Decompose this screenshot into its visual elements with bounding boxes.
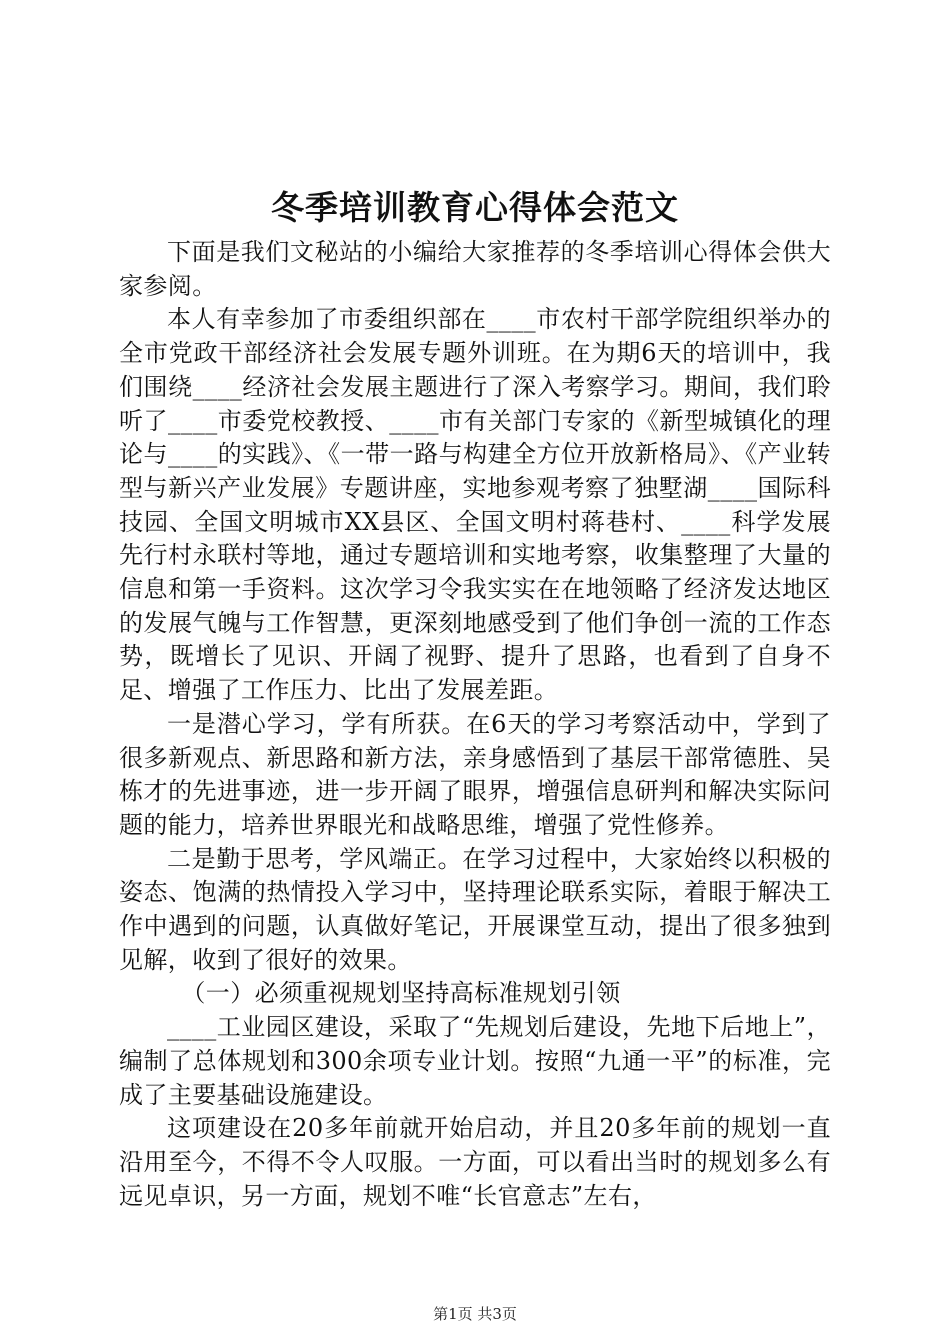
paragraph-planning-foresight: 这项建设在20多年前就开始启动，并且20多年前的规划一直沿用至今，不得不令人叹服。一方面，可以看出当时的规划多么有远见卓识，另一方面，规划不唯“长官意志”左右， bbox=[119, 1114, 831, 1210]
paragraph-training-overview: 本人有幸参加了市委组织部在____市农村干部学院组织举办的全市党政干部经济社会发展专题外训班。在为期6天的培训中，我们围绕____经济社会发展主题进行了深入考察学习。期间，我们聆听了____市委党校教授、____市有关部门专家的《新型城镇化的理论与____的实践》、《一带一路与构建全方位开放新格局》、《产业转型与新兴产业发展》专题讲座，实地参观考察了独墅湖____国际科技园、全国文明城市XX县区、全国文明村蒋巷村、____科学发展先行村永联村等地，通过专题培训和实地考察，收集整理了大量的信息和第一手资料。这次学习令我实实在在地领略了经济发达地区的发展气魄与工作智慧，更深刻地感受到了他们争创一流的工作态势，既增长了见识、开阔了视野、提升了思路，也看到了自身不足、增强了工作压力、比出了发展差距。 bbox=[119, 305, 831, 705]
paragraph-industrial-park: ____工业园区建设，采取了“先规划后建设，先地下后地上”，编制了总体规划和300余项专业计划。按照“九通一平”的标准，完成了主要基础设施建设。 bbox=[119, 1013, 831, 1109]
document-title: 冬季培训教育心得体会范文 bbox=[271, 188, 679, 227]
document-body bbox=[119, 236, 831, 1213]
section-heading-planning: （一）必须重视规划坚持高标准规划引领 bbox=[181, 979, 621, 1008]
paragraph-point-two: 二是勤于思考，学风端正。在学习过程中，大家始终以积极的姿态、饱满的热情投入学习中，坚持理论联系实际，着眼于解决工作中遇到的问题，认真做好笔记，开展课堂互动，提出了很多独到见解，收到了很好的效果。 bbox=[119, 844, 831, 974]
paragraph-point-one: 一是潜心学习，学有所获。在6天的学习考察活动中，学到了很多新观点、新思路和新方法，亲身感悟到了基层干部常德胜、吴栋才的先进事迹，进一步开阔了眼界，增强信息研判和解决实际问题的能力，培养世界眼光和战略思维，增强了党性修养。 bbox=[119, 709, 831, 839]
paragraph-intro: 下面是我们文秘站的小编给大家推荐的冬季培训心得体会供大家参阅。 bbox=[119, 238, 831, 300]
page-number: 第1页 共3页 bbox=[433, 1305, 517, 1323]
